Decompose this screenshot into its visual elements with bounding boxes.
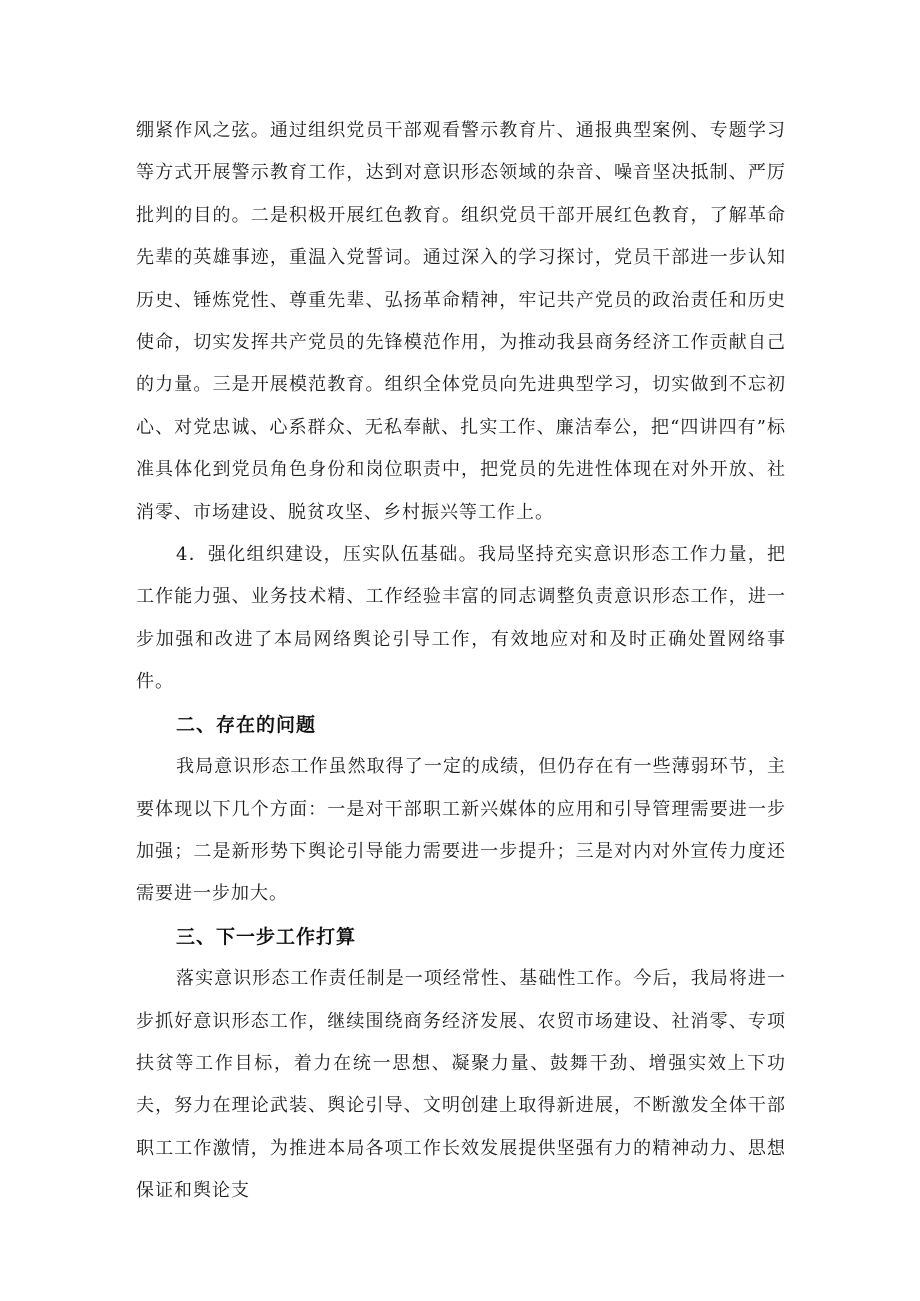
heading-next-steps: 三、下一步工作打算: [176, 925, 357, 948]
paragraph-warning-red-model-education: 绷紧作风之弦。通过组织党员干部观看警示教育片、通报典型案例、专题学习等方式开展警示教育工作，达到对意识形态领域的杂音、噪音坚决抵制、严厉批判的目的。二是积极开展红色教育。组织党员干部开展红色教育，了解革命先辈的英雄事迹，重温入党誓词。通过深入的学习探讨，党员干部进一步认知历史、锤炼党性、尊重先辈、弘扬革命精神，牢记共产党员的政治责任和历史使命，切实发挥共产党员的先锋模范作用，为推动我县商务经济工作贡献自己的力量。三是开展模范教育。组织全体党员向先进典型学习，切实做到不忘初心、对党忠诚、心系群众、无私奉献、扎实工作、廉洁奉公，把“四讲四有”标准具体化到党员角色身份和岗位职责中，把党员的先进性体现在对外开放、社消零、市场建设、脱贫攻坚、乡村振兴等工作上。: [136, 120, 786, 523]
document-body: [136, 110, 786, 1213]
paragraph-existing-problems: 我局意识形态工作虽然取得了一定的成绩，但仍存在有一些薄弱环节，主要体现以下几个方面：一是对干部职工新兴媒体的应用和引导管理需要进一步加强；二是新形势下舆论引导能力需要进一步提升；三是对内对外宣传力度还需要进一步加大。: [136, 756, 786, 905]
paragraph-next-steps: 落实意识形态工作责任制是一项经常性、基础性工作。今后，我局将进一步抓好意识形态工作，继续围绕商务经济发展、农贸市场建设、社消零、专项扶贫等工作目标，着力在统一思想、凝聚力量、鼓舞干劲、增强实效上下功夫，努力在理论武装、舆论引导、文明创建上取得新进展，不断激发全体干部职工工作激情，为推进本局各项工作长效发展提供坚强有力的精神动力、思想保证和舆论支: [136, 968, 786, 1202]
paragraph-organization-building: 4．强化组织建设，压实队伍基础。我局坚持充实意识形态工作力量，把工作能力强、业务技术精、工作经验丰富的同志调整负责意识形态工作，进一步加强和改进了本局网络舆论引导工作，有效地应对和及时正确处置网络事件。: [136, 544, 786, 693]
heading-existing-problems: 二、存在的问题: [176, 713, 317, 736]
